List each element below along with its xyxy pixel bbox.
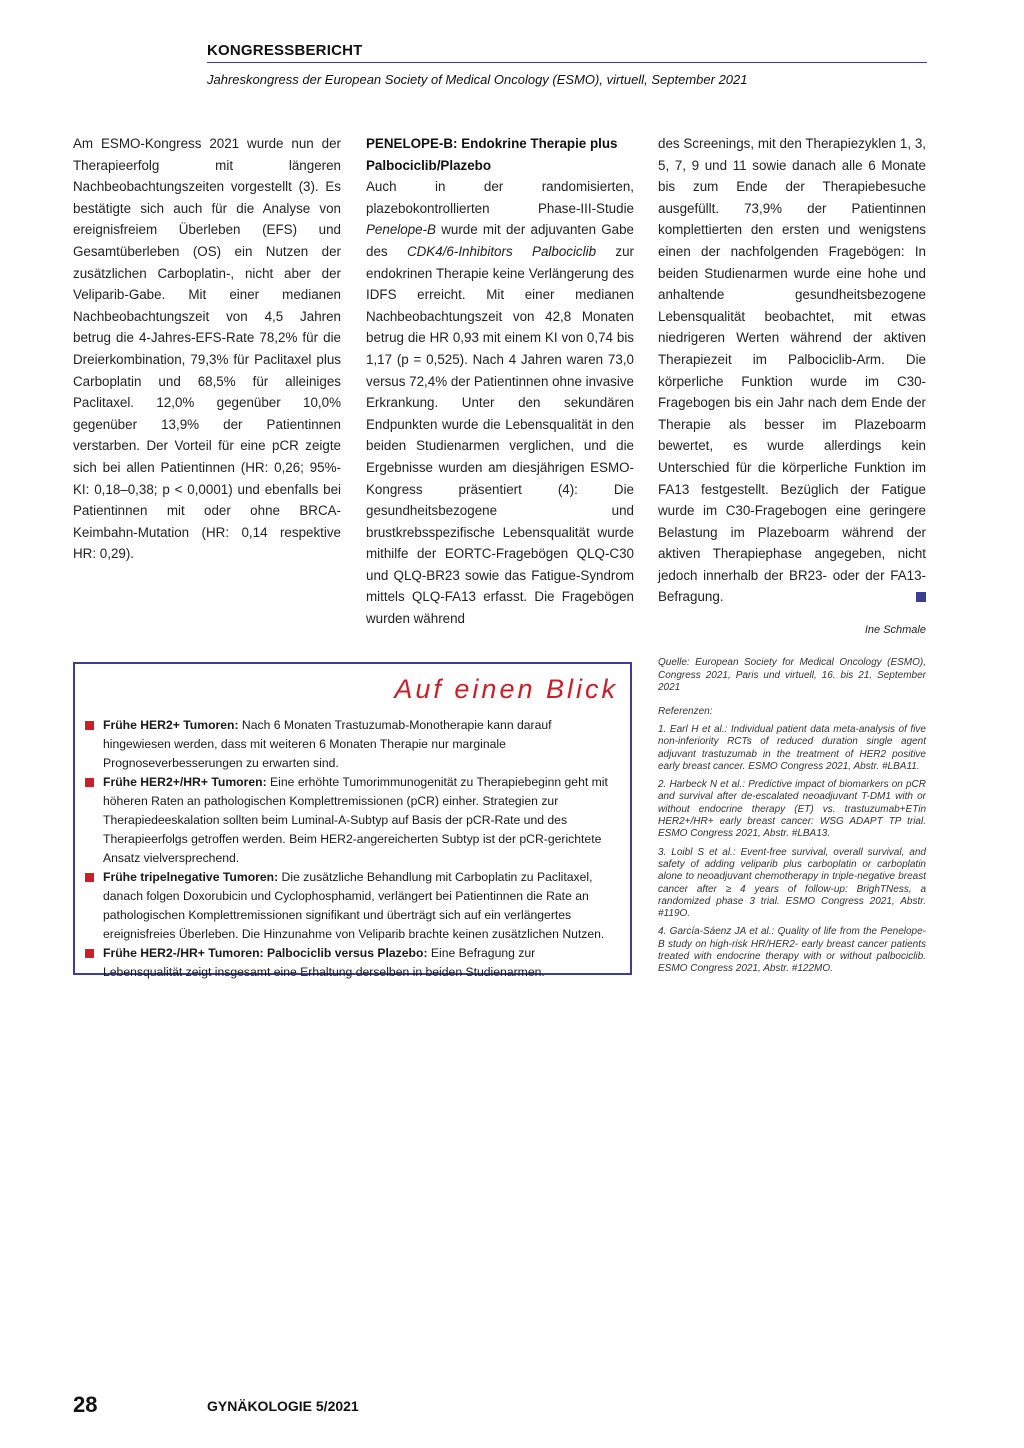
reference-item: 3. Loibl S et al.: Event-free survival, overall survival, and safety of adding veliparib plus carboplatin or carboplatin alone to neoadjuvant chemotherapy in triple-negative breast cancer after ≥ 4 years of follow-up: BrighTNess, a randomized phase 3 trial. ESMO Congress 2021, Abstr. #119O. bbox=[658, 846, 926, 920]
reference-item: 1. Earl H et al.: Individual patient data meta-analysis of five non-inferiority RCTs of reduced duration single agent adjuvant trastuzumab in the treatment of HER2 positive early breast cancer. ESMO Congress 2021, Abstr. #LBA11. bbox=[658, 724, 926, 772]
references-list bbox=[658, 724, 926, 982]
summary-item: Frühe HER2-/HR+ Tumoren: Palbociclib versus Plazebo: Eine Befragung zur Lebensqualität zeigt insgesamt eine Erhaltung derselben in beiden Studienarmen. bbox=[85, 944, 615, 982]
penelope-b-heading: PENELOPE-B: Endokrine Therapie plus Palbociclib/Plazebo bbox=[366, 136, 618, 173]
drug-name: CDK4/6-Inhibitors Palbociclib bbox=[406, 243, 597, 259]
study-name: Penelope-B bbox=[366, 222, 436, 238]
summary-item: Frühe tripelnegative Tumoren: Die zusätzliche Behandlung mit Carboplatin zu Paclitaxel, danach folgen Doxorubicin und Cyclophosphamid, verlängert bei Patientinnen die Rate an pathologischen Komplettremissionen signifikant und überträgt sich auf ein verlängertes ereignisfreies Überleben. Die Hinzunahme von Veliparib brachte keinen zusätzlichen Nutzen. bbox=[85, 868, 615, 944]
summary-item: Frühe HER2+/HR+ Tumoren: Eine erhöhte Tumorimmunogenität zu Therapiebeginn geht mit höheren Raten an pathologischen Komplettremissionen (pCR) einher. Strategien zur Therapiedeeskalation sollten beim Luminal-A-Subtyp auf Basis der pCR-Rate und des Therapieerfolgs getroffen werden. Beim HER2-angereicherten Subtyp ist der pCR-gerichtete Ansatz vielversprechend. bbox=[85, 773, 615, 868]
header-divider bbox=[207, 62, 927, 63]
journal-name: GYNÄKOLOGIE 5/2021 bbox=[207, 1398, 359, 1414]
article-end-square-icon bbox=[916, 592, 926, 602]
section-title: KONGRESSBERICHT bbox=[207, 42, 363, 59]
summary-box-title: Auf einen Blick bbox=[394, 674, 618, 704]
red-square-bullet-icon bbox=[85, 721, 94, 730]
summary-list bbox=[85, 716, 615, 982]
red-square-bullet-icon bbox=[85, 949, 94, 958]
article-column-2 bbox=[366, 133, 634, 630]
summary-box bbox=[73, 662, 632, 979]
page-number: 28 bbox=[73, 1392, 98, 1417]
references-title: Referenzen: bbox=[658, 706, 713, 717]
column-2-text: Auch in der randomisierten, plazebokontrollierten Phase-III-Studie Penelope-B wurde mit der adjuvanten Gabe des CDK4/6-Inhibitors Palbociclib zur endokrinen Therapie keine Verlängerung des IDFS erreicht. Mit einer medianen Nachbeobachtungszeit von 42,8 Monaten betrug die HR 0,93 mit einem KI von 0,74 bis 1,17 (p = 0,525). Nach 4 Jahren waren 73,0 versus 72,4% der Patientinnen ohne invasive Erkrankung. Unter den sekundären Endpunkten wurde die Lebensqualität in den beiden Studienarmen verglichen, und die Ergebnisse wurden am diesjährigen ESMO-Kongress präsentiert (4): Die gesundheitsbezogene und brustkrebsspezifische Lebensqualität wurde mithilfe der EORTC-Fragebögen QLQ-C30 und QLQ-BR23 sowie das Fatigue-Syndrom mittels QLQ-FA13 erfasst. Die Fragebögen wurden während bbox=[366, 179, 634, 627]
header-subtitle: Jahreskongress der European Society of Medical Oncology (ESMO), virtuell, September 2021 bbox=[207, 72, 748, 87]
reference-item: 4. García-Sáenz JA et al.: Quality of life from the Penelope-B study on high-risk HR/HER2- early breast cancer patients treated with endocrine therapy with or without palbociclib. ESMO Congress 2021, Abstr. #122MO. bbox=[658, 926, 926, 975]
red-square-bullet-icon bbox=[85, 778, 94, 787]
summary-item: Frühe HER2+ Tumoren: Nach 6 Monaten Trastuzumab-Monotherapie kann darauf hingewiesen werden, dass mit weiteren 6 Monaten Therapie nur marginale Prognoseverbesserungen zu erwarten sind. bbox=[85, 716, 615, 773]
article-column-3 bbox=[658, 133, 926, 608]
author-name: Ine Schmale bbox=[864, 624, 926, 636]
source-note: Quelle: European Society for Medical Oncology (ESMO), Congress 2021, Paris und virtuell, 16. bis 21. September 2021 bbox=[658, 657, 926, 693]
column-1-text: Am ESMO-Kongress 2021 wurde nun der Therapieerfolg mit längeren Nachbeobachtungszeiten vorgestellt (3). Es bestätigte sich auch für die Analyse von ereignisfreiem Überleben (EFS) und Gesamtüberleben (OS) ein Nutzen der zusätzlichen Carboplatin-, nicht aber der Veliparib-Gabe. Mit einer medianen Nachbeobachtungszeit von 4,5 Jahren betrug die 4-Jahres-EFS-Rate 78,2% für die Dreierkombination, 79,3% für Paclitaxel plus Carboplatin und 68,5% für alleiniges Paclitaxel. 12,0% gegenüber 10,0% gegenüber 13,9% der Patientinnen verstarben. Der Vorteil für eine pCR zeigte sich bei allen Patientinnen (HR: 0,26; 95%-KI: 0,18–0,38; p < 0,0001) und ebenfalls bei Patientinnen mit oder ohne BRCA-Keimbahn-Mutation (HR: 0,14 respektive HR: 0,29). bbox=[73, 136, 341, 562]
reference-item: 2. Harbeck N et al.: Predictive impact of biomarkers on pCR and survival after de-escalated neoadjuvant T-DM1 with or without endocrine therapy (ET) vs. trastuzumab+ETin HER2+/HR+ early breast cancer: WSG ADAPT TP trial. ESMO Congress 2021, Abstr. #LBA13. bbox=[658, 779, 926, 840]
article-column-1 bbox=[73, 133, 341, 565]
red-square-bullet-icon bbox=[85, 873, 94, 882]
column-3-text: des Screenings, mit den Therapiezyklen 1, 3, 5, 7, 9 und 11 sowie danach alle 6 Monate bis zum Ende der Therapiebesuche ausgefüllt. 73,9% der Patientinnen komplettierten den ersten und wenigstens einen der nachfolgenden Fragebögen: In beiden Studienarmen wurde eine hohe und anhaltende gesundheitsbezogene Lebensqualität beobachtet, mit etwas niedrigeren Werten während der aktiven Therapiezeit im Palbociclib-Arm. Die körperliche Funktion wurde im C30-Fragebogen bis ein Jahr nach dem Ende der Therapie als besser im Plazeboarm bewertet, es wurde allerdings kein Unterschied für die körperliche Funktion im FA13 festgestellt. Bezüglich der Fatigue wurde im C30-Fragebogen eine geringere Belastung im Plazeboarm während der aktiven Therapiephase angegeben, nicht jedoch innerhalb der BR23- oder der FA13-Befragung. bbox=[658, 136, 926, 605]
